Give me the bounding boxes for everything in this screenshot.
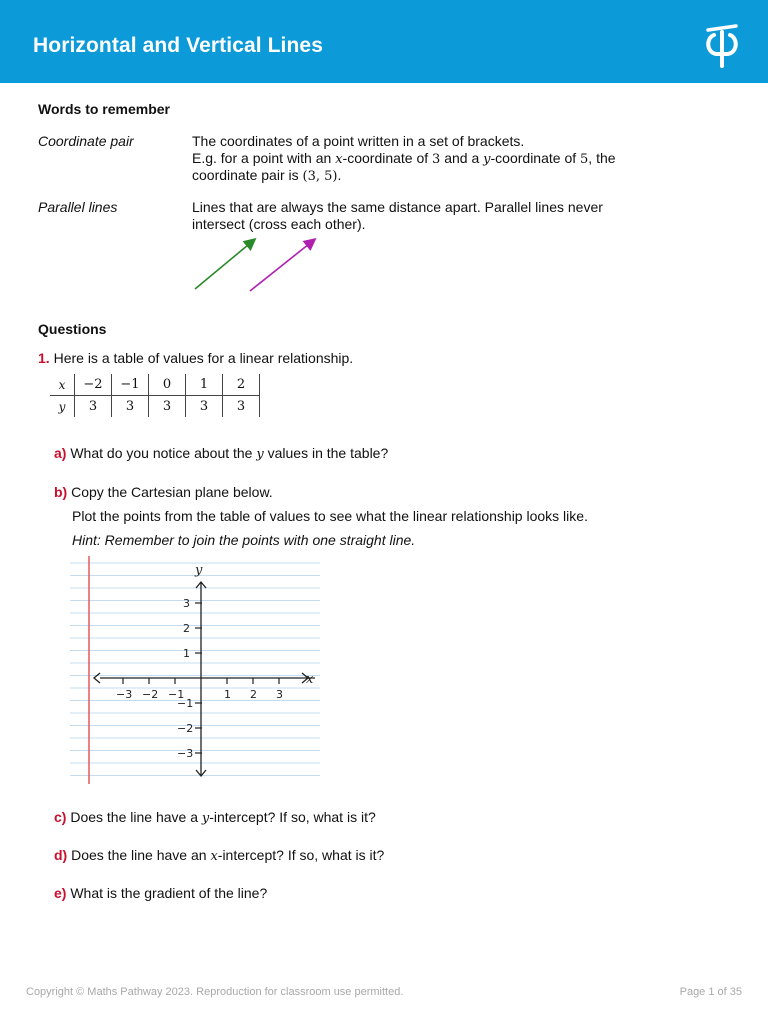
question-1e [54, 885, 267, 901]
math-x: x [210, 849, 218, 864]
text-span: -intercept? If so, what is it? [217, 847, 385, 863]
part-label: d) [54, 847, 68, 863]
question-text: Here is a table of values for a linear relationship. [53, 350, 354, 366]
footer-page-number: Page 1 of 35 [679, 986, 742, 998]
question-1b-hint: Hint: Remember to join the points with one straight line. [72, 532, 416, 548]
question-1c [54, 809, 376, 826]
words-heading: Words to remember [38, 101, 170, 117]
table-cell: −1 [112, 374, 149, 396]
green-parallel-arrow [195, 240, 254, 289]
x-tick-label: 2 [250, 688, 257, 701]
y-tick-label: −1 [177, 697, 194, 710]
coordinate-pair-definition-line1: The coordinates of a point written in a set of brackets. [192, 133, 525, 149]
parallel-lines-definition-line2: intersect (cross each other). [192, 216, 366, 232]
table-of-values [50, 374, 260, 417]
text-span: Copy the Cartesian plane below. [71, 484, 273, 500]
question-1b-line2: Plot the points from the table of values to see what the linear relationship looks like. [72, 508, 588, 524]
parallel-lines-illustration [190, 228, 330, 298]
table-cell: 0 [149, 374, 186, 396]
term-coordinate-pair: Coordinate pair [38, 133, 134, 149]
table-cell: 3 [186, 396, 223, 418]
y-tick-label: 3 [183, 597, 190, 610]
x-tick-label: −2 [142, 688, 159, 701]
y-tick-label: −2 [177, 722, 194, 735]
text-span: Does the line have an [71, 847, 211, 863]
table-cell: 3 [112, 396, 149, 418]
text-span: -coordinate of [490, 150, 581, 166]
y-tick-label: 1 [183, 647, 190, 660]
footer-copyright: Copyright © Maths Pathway 2023. Reproduction for classroom use permitted. [26, 986, 404, 998]
x-axis-label: x [306, 672, 314, 687]
text-span: , the [588, 150, 616, 166]
questions-heading: Questions [38, 321, 107, 337]
row-label-x: x [50, 374, 75, 396]
math-pair: (3, 5) [302, 169, 338, 184]
paper-lines [70, 563, 320, 776]
x-tick-label: −1 [168, 688, 185, 701]
cartesian-plane [70, 556, 322, 786]
row-label-y: y [50, 396, 75, 418]
math-y: y [483, 152, 491, 167]
table-cell: 3 [149, 396, 186, 418]
text-span: and a [440, 150, 484, 166]
axes [94, 582, 315, 776]
table-cell: 3 [223, 396, 260, 418]
table-cell: 2 [223, 374, 260, 396]
x-axis-left-arrow [94, 673, 100, 683]
table-cell: 3 [75, 396, 112, 418]
coordinate-pair-definition-line3 [192, 167, 341, 184]
page-title: Horizontal and Vertical Lines [33, 34, 323, 57]
math-x: x [335, 152, 343, 167]
x-tick-label: 3 [276, 688, 283, 701]
parallel-lines-definition-line1: Lines that are always the same distance apart. Parallel lines never [192, 199, 603, 215]
purple-parallel-arrow [250, 240, 314, 291]
text-span: What do you notice about the [70, 445, 257, 461]
text-span: Does the line have a [70, 809, 202, 825]
math-number: 3 [432, 152, 441, 167]
question-1 [38, 350, 353, 366]
part-label: e) [54, 885, 67, 901]
math-y: y [256, 447, 264, 462]
text-span: -coordinate of [342, 150, 433, 166]
part-label: a) [54, 445, 67, 461]
text-span: -intercept? If so, what is it? [209, 809, 376, 825]
part-label: c) [54, 809, 67, 825]
table-cell: 1 [186, 374, 223, 396]
question-1d [54, 847, 384, 864]
y-tick-label: 2 [183, 622, 190, 635]
table-row-y [50, 396, 260, 418]
math-y: y [201, 811, 210, 826]
text-span: E.g. for a point with an [192, 150, 336, 166]
table-cell: −2 [75, 374, 112, 396]
question-number: 1. [38, 350, 50, 366]
x-tick-label: 1 [224, 688, 231, 701]
maths-pathway-logo-icon [702, 22, 742, 70]
text-span: . [337, 167, 342, 183]
y-axis-label: y [195, 563, 203, 578]
table-row-x [50, 374, 260, 396]
term-parallel-lines: Parallel lines [38, 199, 118, 215]
text-span: values in the table? [263, 445, 389, 461]
part-label: b) [54, 484, 68, 500]
text-span: coordinate pair is [192, 167, 303, 183]
coordinate-pair-definition-line2 [192, 150, 616, 167]
question-1a [54, 445, 388, 462]
question-1b [54, 484, 273, 500]
y-tick-label: −3 [177, 747, 194, 760]
text-span: What is the gradient of the line? [70, 885, 268, 901]
x-tick-label: −3 [116, 688, 133, 701]
page-header [0, 0, 768, 83]
math-number: 5 [580, 152, 589, 167]
